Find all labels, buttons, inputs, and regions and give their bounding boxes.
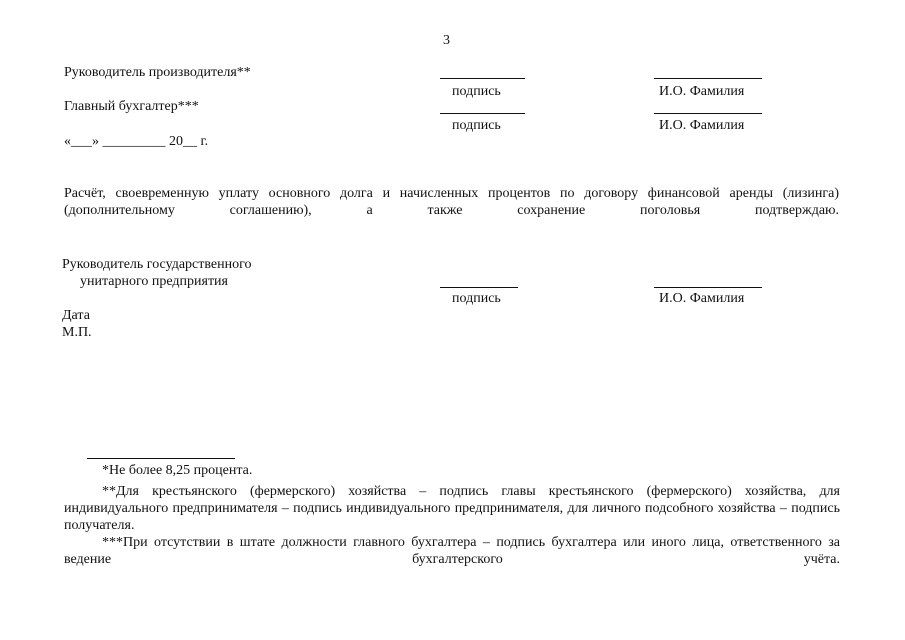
footnote-separator	[87, 458, 235, 459]
chief-accountant-label: Главный бухгалтер***	[64, 99, 199, 114]
signature-line	[440, 287, 518, 288]
signature-caption: подпись	[452, 84, 501, 99]
signature-caption: подпись	[452, 118, 501, 133]
signature-line	[440, 78, 525, 79]
date-line: «___» _________ 20__ г.	[64, 134, 209, 149]
confirmation-text: Расчёт, своевременную уплату основного долга и начисленных процентов по договору финансовой аренды (лизинга) (дополнительному соглашению), а также сохранение поголовья подтверждаю.	[64, 186, 839, 218]
signature-line	[440, 113, 525, 114]
enterprise-head-line1: Руководитель государственного	[62, 257, 252, 272]
name-line	[654, 113, 762, 114]
name-line	[654, 78, 762, 79]
date-label: Дата	[62, 308, 90, 323]
stamp-label: М.П.	[62, 325, 92, 340]
name-line	[654, 287, 762, 288]
signature-caption: подпись	[452, 291, 501, 306]
enterprise-head-line2: унитарного предприятия	[80, 274, 228, 289]
name-caption: И.О. Фамилия	[659, 84, 745, 99]
footnote-1: *Не более 8,25 процента.	[102, 463, 253, 478]
name-caption: И.О. Фамилия	[659, 291, 745, 306]
producer-head-label: Руководитель производителя**	[64, 65, 251, 80]
footnote-2: **Для крестьянского (фермерского) хозяйства – подпись главы крестьянского (фермерского) хозяйства, для индивидуального предпринимателя – подпись индивидуального предпринимателя, для личного подсобного хозяйства – подпись получателя.	[64, 484, 840, 533]
footnote-3: ***При отсутствии в штате должности главного бухгалтера – подпись бухгалтера или иного лица, ответственного за ведение бухгалтерского учёта.	[64, 535, 840, 567]
page-number: 3	[443, 33, 450, 48]
name-caption: И.О. Фамилия	[659, 118, 745, 133]
